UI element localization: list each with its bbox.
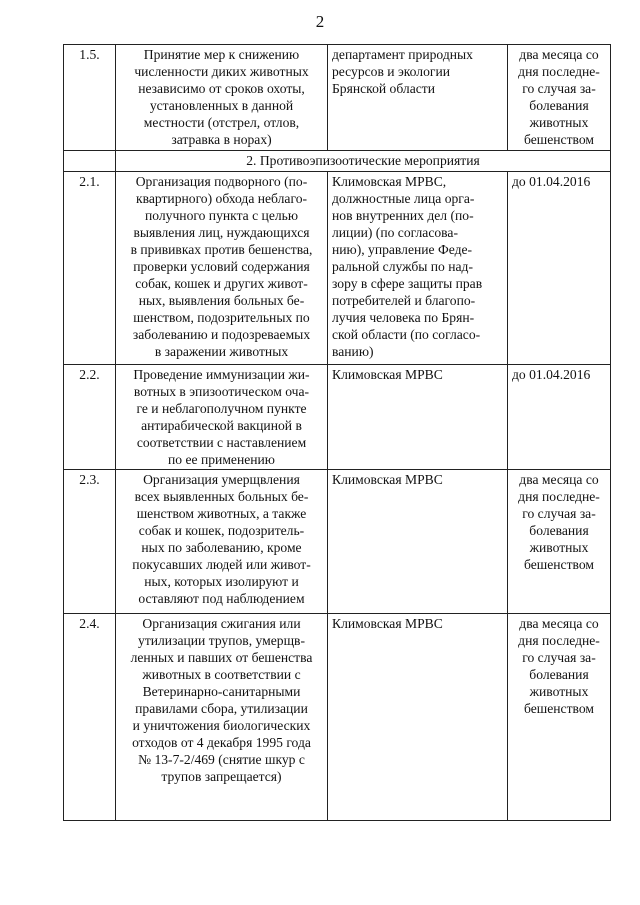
deadline-line: два месяца со [519,472,599,487]
measure-line: соответствии с наставлением [136,435,307,450]
deadline-cell [508,614,611,821]
row-number-cell [64,470,116,614]
measure-line: покусавших людей или живот- [132,557,311,572]
measure-line: в прививках против бешенства, [130,242,313,257]
measure-line: выявления лиц, нуждающихся [133,225,310,240]
executor-line: Климовская МРВС [332,367,443,382]
table-row [64,172,611,365]
table-row [64,470,611,614]
measures-table [63,44,611,821]
measure-line: по ее применению [168,452,275,467]
measure-line: ных по заболеванию, кроме [141,540,302,555]
measure-cell [116,470,328,614]
deadline-line: болевания [529,523,589,538]
measure-line: вотных в эпизоотическом оча- [133,384,310,399]
executor-line: ральной службы по над- [332,259,473,274]
measure-line: антирабической вакциной в [141,418,302,433]
executor-line: ванию) [332,344,374,359]
measure-line: в заражении животных [154,344,289,359]
table-row [64,365,611,470]
executor-cell [328,470,508,614]
executor-line: нию), управление Феде- [332,242,473,257]
executor-line: потребителей и благопо- [332,293,476,308]
deadline-line: два месяца со [519,616,599,631]
measure-cell [116,614,328,821]
deadline-cell [508,365,611,470]
executor-line: зору в сфере защиты прав [332,276,483,291]
measure-line: собак и кошек, подозритель- [138,523,305,538]
measure-line: отходов от 4 декабря 1995 года [132,735,311,750]
measure-line: независимо от сроков охоты, [138,81,305,96]
measure-line: квартирного) обхода неблаго- [135,191,308,206]
measure-line: правилами сбора, утилизации [135,701,308,716]
executor-cell [328,365,508,470]
measure-cell [116,365,328,470]
measure-line: Организация сжигания или [142,616,301,631]
measure-line: животных в соответствии с [142,667,301,682]
row-number: 2.2. [79,367,100,382]
measure-line: Проведение иммунизации жи- [133,367,310,382]
deadline-line: два месяца со [519,47,599,62]
measure-line: ге и неблагополучном пункте [136,401,307,416]
measure-line: затравка в норах) [171,132,272,147]
measure-line: № 13-7-2/469 (снятие шкур с [138,752,305,767]
measure-line: местности (отстрел, отлов, [143,115,300,130]
measure-line: собак, кошек и других живот- [135,276,308,291]
measure-line: Организация умерщвления [143,472,300,487]
section-number-cell [64,151,116,172]
measure-line: оставляют под наблюдением [138,591,305,606]
measure-line: всех выявленных больных бе- [134,489,309,504]
measure-line: Организация подворного (по- [135,174,308,189]
deadline-line: дня последне- [518,489,600,504]
executor-line: департамент природных [332,47,473,62]
deadline-line: дня последне- [518,633,600,648]
row-number: 2.4. [79,616,100,631]
executor-line: Климовская МРВС [332,472,443,487]
deadline-line: бешенством [524,557,594,572]
table-row [64,45,611,151]
deadline-line: болевания [529,667,589,682]
executor-cell [328,172,508,365]
section-title: 2. Противоэпизоотические мероприятия [116,151,611,172]
executor-cell [328,45,508,151]
row-number-cell [64,365,116,470]
measure-line: трупов запрещается) [161,769,282,784]
measure-line: утилизации трупов, умерщв- [138,633,305,648]
measure-line: шенством животных, а также [136,506,307,521]
measure-cell [116,172,328,365]
deadline-line: животных [529,684,589,699]
executor-line: лучия человека по Брян- [332,310,475,325]
row-number: 2.1. [79,174,100,189]
executor-line: Климовская МРВС [332,616,443,631]
deadline-line: бешенством [524,701,594,716]
executor-line: ресурсов и экологии [332,64,451,79]
deadline-line: го случая за- [522,81,596,96]
executor-line: ской области (по согласо- [332,327,481,342]
table-row [64,614,611,821]
row-number-cell [64,172,116,365]
executor-line: должностные лица орга- [332,191,475,206]
measure-line: Ветеринарно-санитарными [142,684,301,699]
executor-line: нов внутренних дел (по- [332,208,474,223]
executor-line: Климовская МРВС, [332,174,447,189]
measure-line: численности диких животных [134,64,309,79]
row-number: 2.3. [79,472,100,487]
deadline-cell [508,172,611,365]
executor-line: лиции) (по согласова- [332,225,458,240]
executor-line: Брянской области [332,81,435,96]
deadline-cell [508,470,611,614]
measure-line: и уничтожения биологических [132,718,311,733]
deadline-line: дня последне- [518,64,600,79]
measure-line: заболеванию и подозреваемых [132,327,311,342]
measure-cell [116,45,328,151]
deadline-cell [508,45,611,151]
deadline-line: го случая за- [522,650,596,665]
measure-line: шенством, подозрительных по [133,310,310,325]
deadline-line: го случая за- [522,506,596,521]
measure-line: ных, выявления больных бе- [138,293,305,308]
deadline-line: бешенством [524,132,594,147]
page-number: 2 [315,12,325,31]
row-number-cell [64,45,116,151]
section-row [64,151,611,172]
row-number: 1.5. [79,47,100,62]
measure-line: ных, которых изолируют и [144,574,299,589]
measure-line: получного пункта с целью [144,208,298,223]
measure-line: ленных и павших от бешенства [130,650,313,665]
deadline-line: болевания [529,98,589,113]
deadline-line: до 01.04.2016 [512,174,591,189]
measure-line: проверки условий содержания [133,259,310,274]
deadline-line: до 01.04.2016 [512,367,591,382]
deadline-line: животных [529,540,589,555]
measure-line: установленных в данной [149,98,294,113]
deadline-line: животных [529,115,589,130]
measure-line: Принятие мер к снижению [143,47,300,62]
executor-cell [328,614,508,821]
row-number-cell [64,614,116,821]
